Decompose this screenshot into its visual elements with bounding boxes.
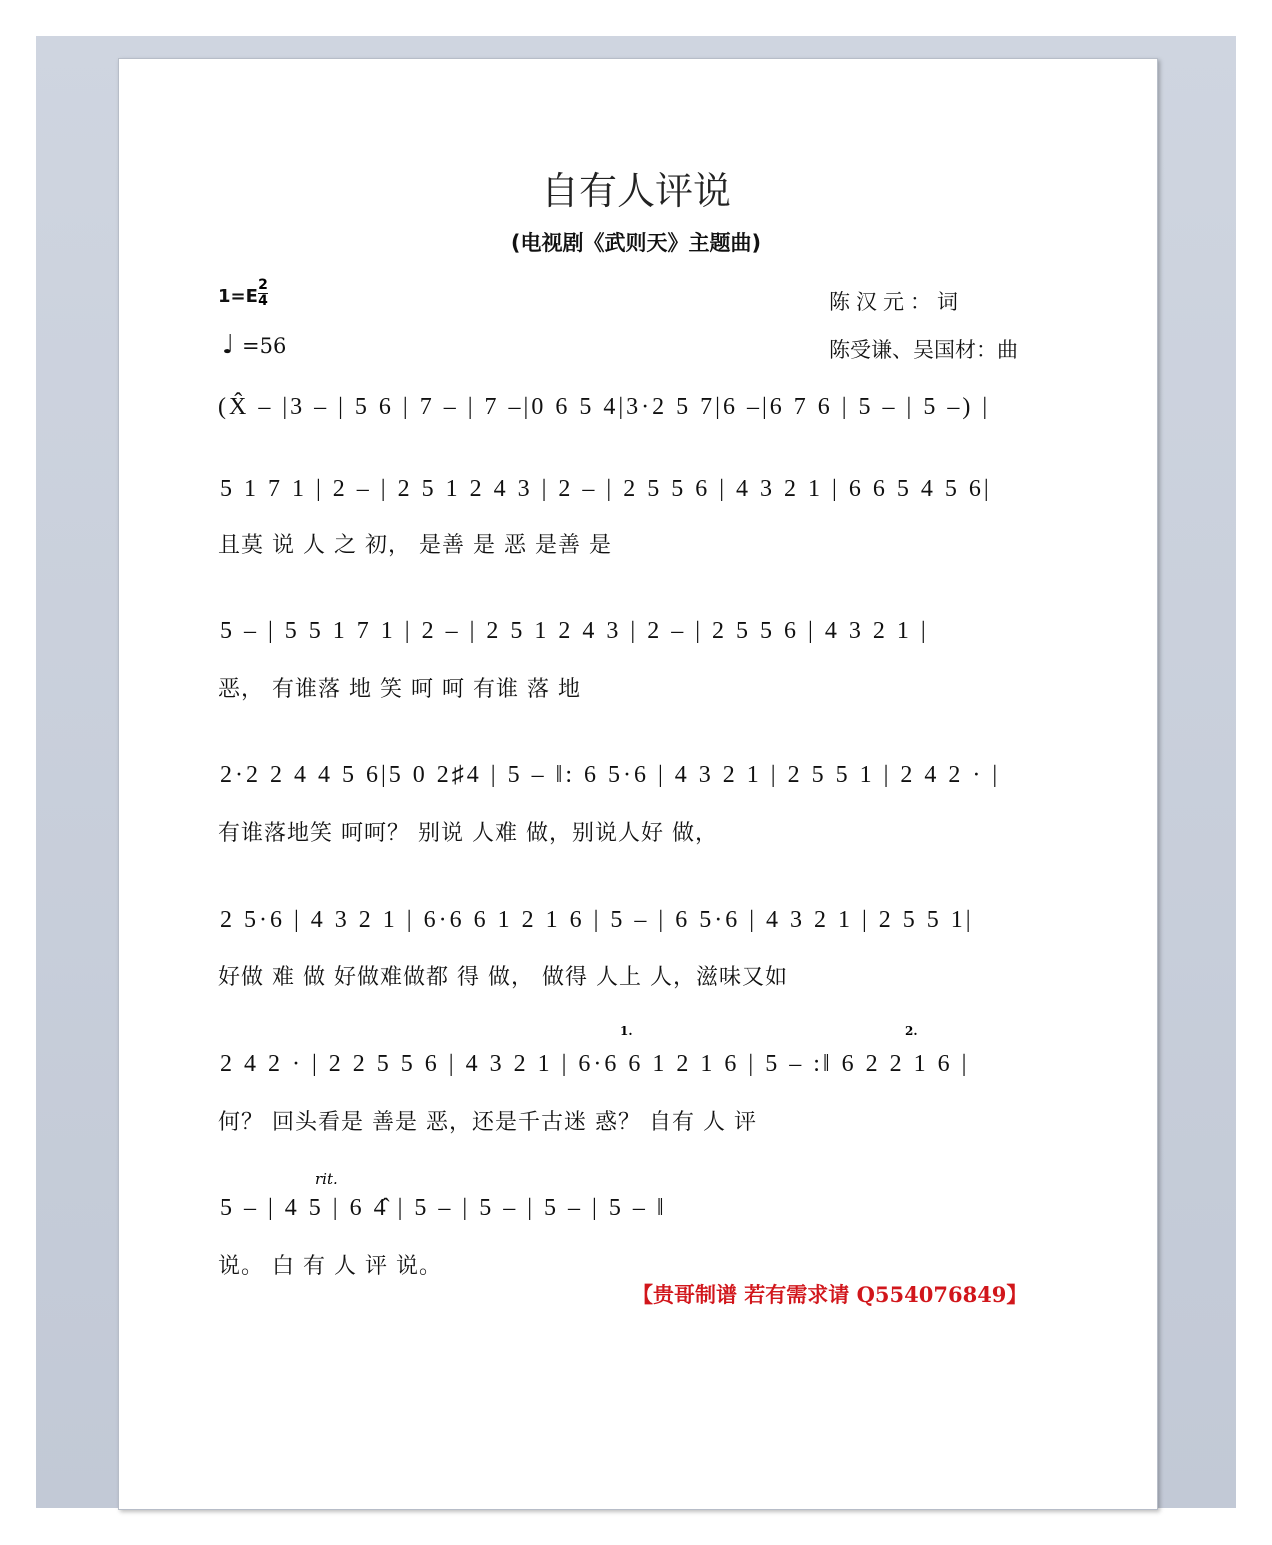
- notation-line-2: 5 1 7 1 | 2 – | 2 5 1 2 4 3 | 2 – | 2 5 5 6 | 4 3 2 1 | 6 6 5 4 5 6|: [220, 476, 992, 502]
- tempo-value: =56: [242, 334, 287, 358]
- lyrics-line-2: 且莫 说 人 之 初， 是善 是 恶 是善 是: [218, 533, 612, 558]
- time-signature-top: 2: [258, 277, 268, 293]
- song-subtitle: (电视剧《武则天》主题曲): [510, 231, 762, 255]
- notation-line-5: 2 5·6 | 4 3 2 1 | 6·6 6 1 2 1 6 | 5 – | 6 5·6 | 4 3 2 1 | 2 5 5 1|: [220, 907, 974, 933]
- lyricist-credit: 陈汉元：词: [829, 290, 964, 314]
- ritardando-mark: rit.: [315, 1170, 338, 1188]
- lyrics-line-4: 有谁落地笑 呵呵？ 别说 人难 做，别说人好 做，: [218, 821, 718, 846]
- volta-1-label: 1.: [620, 1024, 633, 1038]
- volta-2-label: 2.: [905, 1024, 918, 1038]
- time-signature-bottom: 4: [258, 293, 268, 309]
- notation-line-1: (X̂ – |3 – | 5 6 | 7 – | 7 –|0 6 5 4|3·2 5 7|6 –|6 7 6 | 5 – | 5 –) |: [218, 394, 991, 420]
- notation-line-7: 5 – | 4 5 | 6 4̂ | 5 – | 5 – | 5 – | 5 – ‖: [220, 1195, 667, 1221]
- time-signature: [258, 279, 268, 308]
- song-title: 自有人评说: [540, 169, 731, 213]
- key-signature: 1=E: [218, 286, 258, 307]
- lyrics-line-6: 何？ 回头看是 善是 恶，还是千古迷 惑？ 自有 人 评: [218, 1110, 757, 1135]
- notation-line-6: 2 4 2 · | 2 2 5 5 6 | 4 3 2 1 | 6·6 6 1 2 1 6 | 5 – :‖ 6 2 2 1 6 |: [220, 1051, 970, 1077]
- arranger-credit: 【贵哥制谱 若有需求请 Q554076849】: [632, 1282, 1028, 1307]
- lyrics-line-5: 好做 难 做 好做难做都 得 做， 做得 人上 人，滋味又如: [218, 965, 788, 990]
- lyrics-line-7: 说。 白 有 人 评 说。: [218, 1254, 442, 1279]
- lyrics-line-3: 恶， 有谁落 地 笑 呵 呵 有谁 落 地: [218, 677, 581, 702]
- notation-line-4: 2·2 2 4 4 5 6|5 0 2♯4 | 5 – ‖: 6 5·6 | 4 3 2 1 | 2 5 5 1 | 2 4 2 · |: [220, 762, 1001, 788]
- composer-credit: 陈受谦、吴国材：曲: [829, 338, 1018, 362]
- quarter-note-icon: ♩: [222, 330, 235, 360]
- notation-line-3: 5 – | 5 5 1 7 1 | 2 – | 2 5 1 2 4 3 | 2 – | 2 5 5 6 | 4 3 2 1 |: [220, 618, 929, 644]
